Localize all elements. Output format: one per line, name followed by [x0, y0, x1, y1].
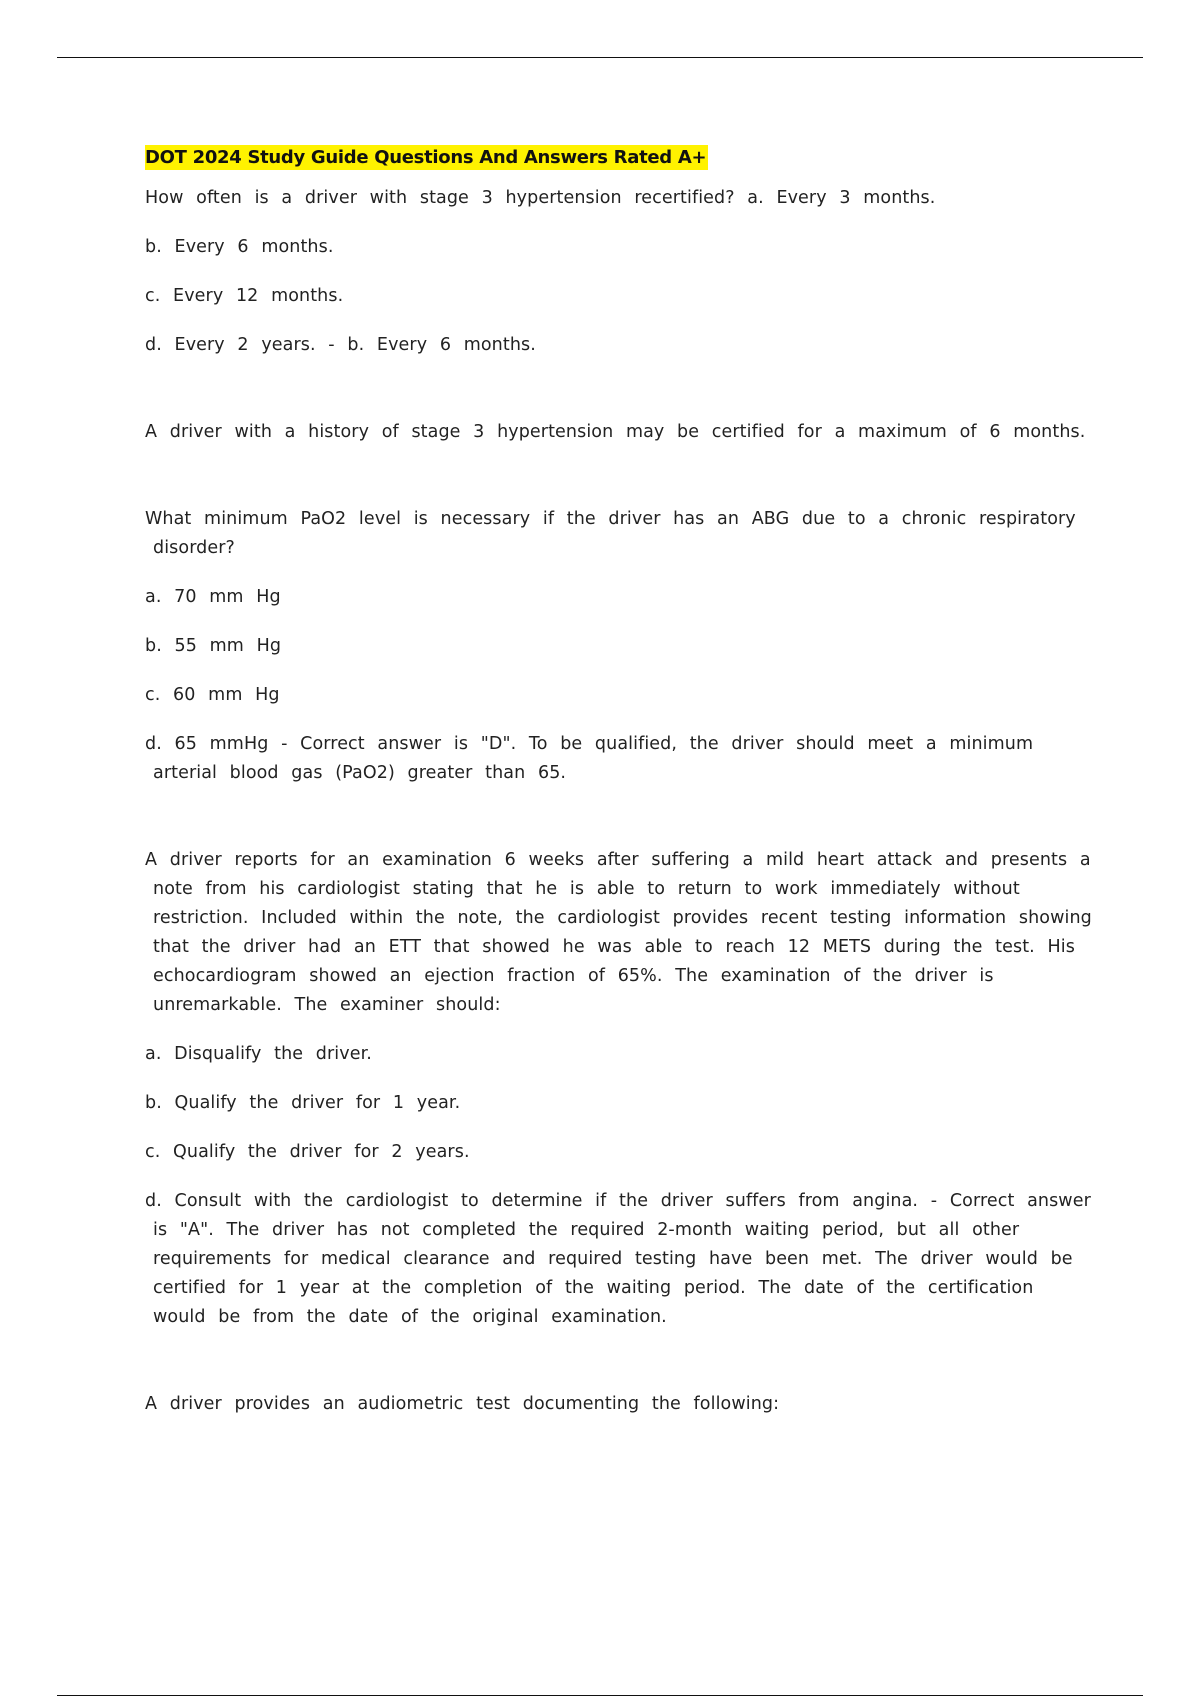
question-2-option-b: b. 55 mm Hg	[145, 636, 282, 656]
question-1-option-b: b. Every 6 months.	[145, 237, 334, 257]
question-2-option-a: a. 70 mm Hg	[145, 587, 281, 607]
document-body	[145, 145, 1095, 1439]
question-3-option-a: a. Disqualify the driver.	[145, 1044, 372, 1064]
question-1-option-d-answer: d. Every 2 years. - b. Every 6 months.	[145, 335, 536, 355]
question-3-option-c: c. Qualify the driver for 2 years.	[145, 1142, 470, 1162]
question-1-stem: How often is a driver with stage 3 hypertension recertified? a. Every 3 months.	[145, 188, 936, 208]
question-3-option-d-answer: d. Consult with the cardiologist to determine if the driver suffers from angina. - Correct answer is "A". The driver has not completed the required 2-month waiting period, but all other requirements for medical clearance and required testing have been met. The driver would be certified for 1 year at the completion of the waiting period. The date of the certification would be from the date of the original examination.	[145, 1191, 1091, 1327]
question-2-option-c: c. 60 mm Hg	[145, 685, 280, 705]
question-3-stem: A driver reports for an examination 6 weeks after suffering a mild heart attack and presents a note from his cardiologist stating that he is able to return to work immediately without restriction. Included within the note, the cardiologist provides recent testing information showing that the driver had an ETT that showed he was able to reach 12 METS during the test. His echocardiogram showed an ejection fraction of 65%. The examination of the driver is unremarkable. The examiner should:	[145, 850, 1092, 1015]
header-rule	[57, 57, 1143, 58]
question-2-stem: What minimum PaO2 level is necessary if the driver has an ABG due to a chronic respiratory disorder?	[145, 509, 1076, 558]
question-1-option-c: c. Every 12 months.	[145, 286, 344, 306]
question-4-stem: A driver provides an audiometric test documenting the following:	[145, 1394, 780, 1414]
footer-rule	[57, 1695, 1143, 1696]
question-3-option-b: b. Qualify the driver for 1 year.	[145, 1093, 461, 1113]
question-2-option-d-answer: d. 65 mmHg - Correct answer is "D". To be qualified, the driver should meet a minimum arterial blood gas (PaO2) greater than 65.	[145, 734, 1034, 783]
explanation-paragraph: A driver with a history of stage 3 hypertension may be certified for a maximum of 6 months.	[145, 422, 1086, 442]
document-title: DOT 2024 Study Guide Questions And Answers Rated A+	[145, 147, 707, 168]
